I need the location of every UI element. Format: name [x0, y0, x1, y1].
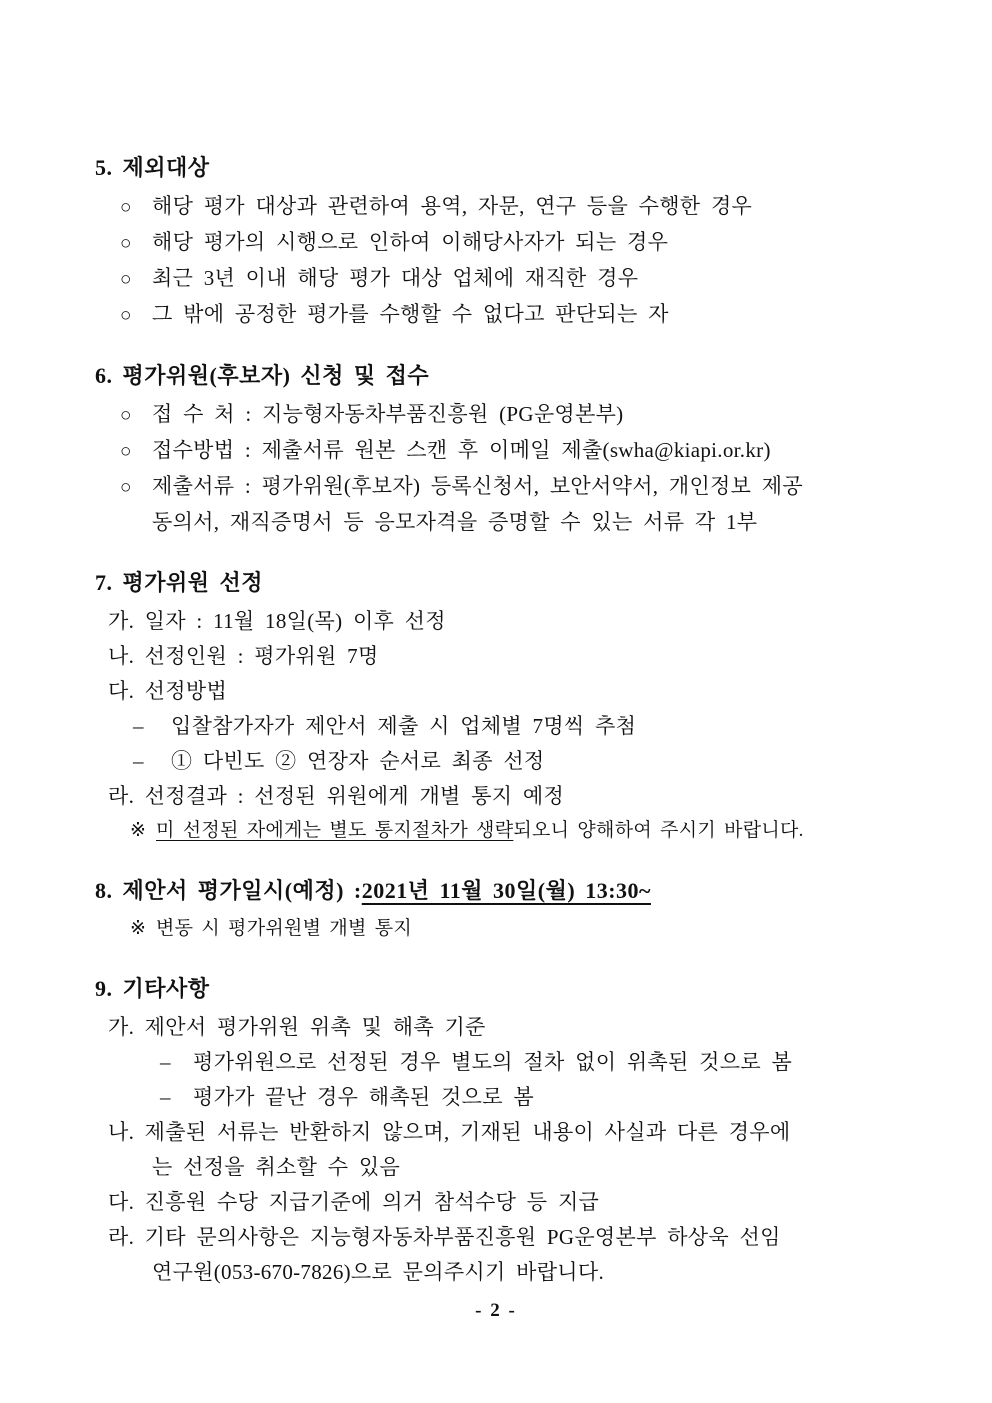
exclusion-item — [95, 225, 932, 261]
circle-bullet-icon: ○ — [120, 269, 132, 290]
exclusion-item-text: 해당 평가 대상과 관련하여 용역, 자문, 연구 등을 수행한 경우 — [152, 194, 753, 218]
application-item — [95, 433, 932, 469]
section-exclusions — [95, 150, 932, 333]
misc-appointment-sub-text: 평가위원으로 선정된 경우 별도의 절차 없이 위촉된 것으로 봄 — [193, 1050, 793, 1074]
section-misc — [95, 971, 932, 1290]
misc-contact-text-line2: 연구원(053-670-7826)으로 문의주시기 바랍니다. — [152, 1260, 605, 1284]
selection-method-sub-text: 입찰참가자가 제안서 제출 시 업체별 7명씩 추첨 — [171, 714, 637, 738]
misc-documents-text-line2: 는 선정을 취소할 수 있음 — [152, 1155, 401, 1179]
exclusion-item — [95, 297, 932, 333]
misc-contact-item-continuation — [95, 1255, 932, 1290]
selection-result-text: 라. 선정결과 : 선정된 위원에게 개별 통지 예정 — [108, 784, 565, 808]
selection-note-rest: 되오니 양해하여 주시기 바랍니다. — [513, 820, 804, 841]
selection-count-text: 나. 선정인원 : 평가위원 7명 — [108, 644, 379, 668]
circle-bullet-icon: ○ — [120, 441, 132, 462]
selection-note-text — [156, 814, 804, 848]
misc-allowance-text: 다. 진흥원 수당 지급기준에 의거 참석수당 등 지급 — [108, 1190, 600, 1214]
exclusion-item-text: 그 밖에 공정한 평가를 수행할 수 없다고 판단되는 자 — [152, 302, 669, 326]
misc-contact-item — [95, 1220, 932, 1255]
selection-method-sub-item — [95, 709, 932, 744]
misc-documents-item — [95, 1115, 932, 1150]
application-item — [95, 397, 932, 433]
section-evaluation-schedule — [95, 873, 932, 946]
section-6-heading: 6. 평가위원(후보자) 신청 및 접수 — [95, 363, 430, 388]
application-item-text: 제출서류 : 평가위원(후보자) 등록신청서, 보안서약서, 개인정보 제공 — [152, 474, 803, 498]
misc-documents-item-continuation — [95, 1150, 932, 1185]
misc-appointment-sub-item — [95, 1045, 932, 1080]
selection-method-sub-text: ① 다빈도 ② 연장자 순서로 최종 선정 — [171, 749, 545, 773]
selection-date-text: 가. 일자 : 11월 18일(목) 이후 선정 — [108, 609, 446, 633]
section-7-heading: 7. 평가위원 선정 — [95, 570, 264, 595]
exclusion-item-text: 해당 평가의 시행으로 인하여 이해당사자가 되는 경우 — [152, 230, 669, 254]
circle-bullet-icon: ○ — [120, 405, 132, 426]
dash-bullet-icon: – — [160, 1085, 171, 1109]
exclusion-item — [95, 189, 932, 225]
selection-method-item — [95, 674, 932, 709]
circle-bullet-icon: ○ — [120, 197, 132, 218]
misc-appointment-sub-item — [95, 1080, 932, 1115]
section-8-heading — [95, 873, 932, 909]
section-9-heading: 9. 기타사항 — [95, 976, 210, 1001]
selection-method-sub-item — [95, 744, 932, 779]
misc-appointment-item — [95, 1010, 932, 1045]
circle-bullet-icon: ○ — [120, 477, 132, 498]
schedule-heading-prefix: 8. 제안서 평가일시(예정) : — [95, 878, 362, 903]
application-item-text: 동의서, 재직증명서 등 응모자격을 증명할 수 있는 서류 각 1부 — [152, 510, 758, 534]
dash-bullet-icon: – — [133, 749, 144, 773]
misc-appointment-sub-text: 평가가 끝난 경우 해촉된 것으로 봄 — [193, 1085, 534, 1109]
schedule-date: 2021년 11월 30일(월) 13:30~ — [361, 878, 651, 903]
circle-bullet-icon: ○ — [120, 305, 132, 326]
selection-method-text: 다. 선정방법 — [108, 679, 228, 703]
dash-bullet-icon: – — [160, 1050, 171, 1074]
exclusion-item-text: 최근 3년 이내 해당 평가 대상 업체에 재직한 경우 — [152, 266, 639, 290]
reference-mark-icon: ※ — [130, 918, 147, 939]
misc-contact-text-line1: 라. 기타 문의사항은 지능형자동차부품진흥원 PG운영본부 하상욱 선임 — [108, 1225, 781, 1249]
section-application — [95, 358, 932, 540]
section-5-heading: 5. 제외대상 — [95, 155, 210, 180]
page-number: - 2 - — [475, 1300, 517, 1321]
misc-appointment-text: 가. 제안서 평가위원 위촉 및 해촉 기준 — [108, 1015, 486, 1039]
dash-bullet-icon: – — [133, 714, 144, 738]
selection-note — [95, 814, 932, 848]
selection-date-item — [95, 604, 932, 639]
misc-documents-text-line1: 나. 제출된 서류는 반환하지 않으며, 기재된 내용이 사실과 다른 경우에 — [108, 1120, 791, 1144]
reference-mark-icon: ※ — [130, 820, 147, 841]
misc-allowance-item — [95, 1185, 932, 1220]
schedule-note — [95, 912, 932, 946]
circle-bullet-icon: ○ — [120, 233, 132, 254]
application-item-text: 접수방법 : 제출서류 원본 스캔 후 이메일 제출(swha@kiapi.or.kr) — [152, 438, 771, 462]
exclusion-item — [95, 261, 932, 297]
selection-result-item — [95, 779, 932, 814]
section-selection — [95, 565, 932, 848]
schedule-note-text: 변동 시 평가위원별 개별 통지 — [156, 918, 413, 939]
application-item-text: 접 수 처 : 지능형자동차부품진흥원 (PG운영본부) — [152, 402, 624, 426]
selection-count-item — [95, 639, 932, 674]
application-item — [95, 469, 932, 505]
selection-note-underlined: 미 선정된 자에게는 별도 통지절차가 생략 — [156, 820, 514, 841]
application-item-continuation — [95, 505, 932, 540]
